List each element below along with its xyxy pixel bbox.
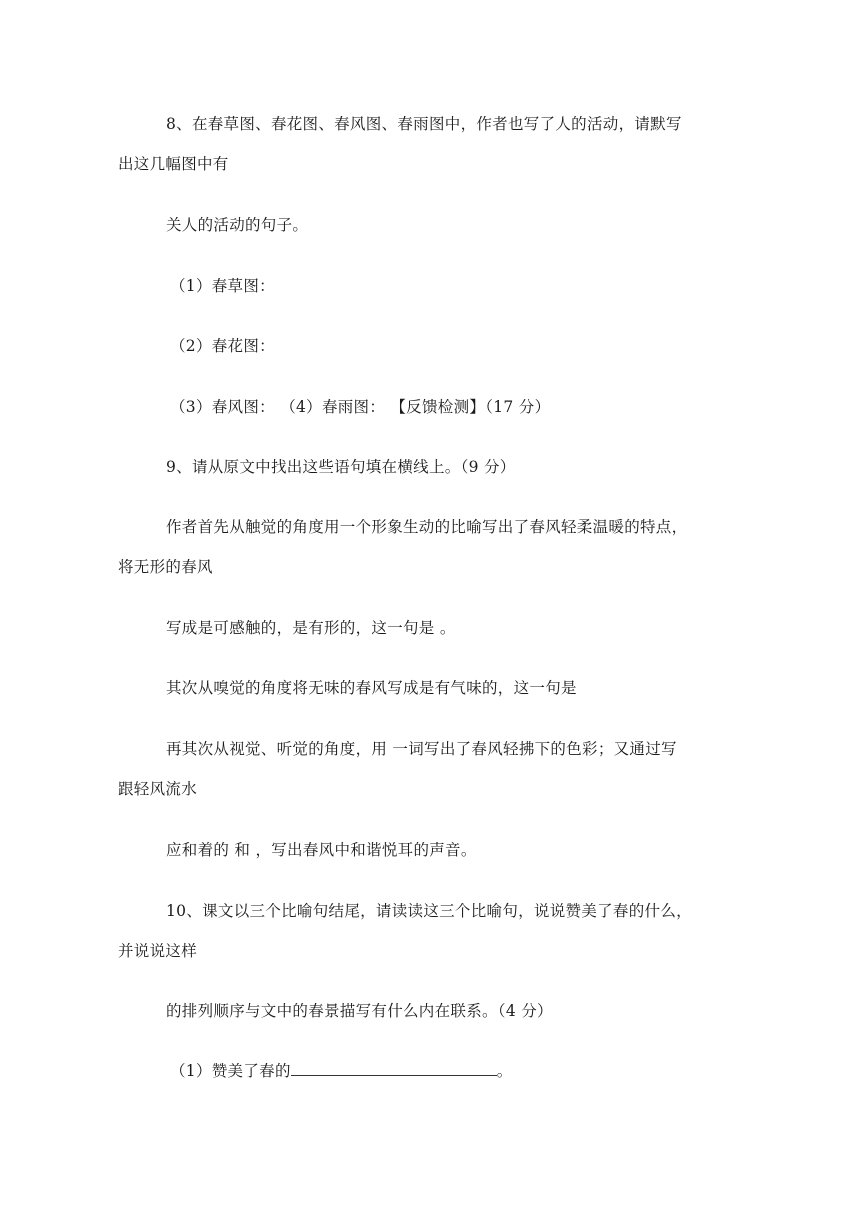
q9-p3: 其次从嗅觉的角度将无味的春风写成是有气味的，这一句是 xyxy=(166,679,577,697)
q8-line-3: 关人的活动的句子。 xyxy=(166,216,309,234)
q9-p4-line-1: 再其次从视觉、听觉的角度，用 一词写出了春风轻拂下的色彩；又通过写 xyxy=(166,740,677,758)
q10-line-3: 的排列顺序与文中的春景描写有什么内在联系。（4 分） xyxy=(166,1002,553,1020)
q9-p2: 写成是可感触的，是有形的，这一句是 。 xyxy=(166,619,456,637)
q10-item-1 xyxy=(170,1060,513,1082)
answer-blank[interactable] xyxy=(291,1060,497,1076)
q10-item-1-prefix: （1）赞美了春的 xyxy=(170,1062,291,1080)
q9-p4-line-2: 跟轻风流水 xyxy=(118,780,198,798)
q10-line-2: 并说说这样 xyxy=(118,942,198,960)
q9-p1-line-2: 将无形的春风 xyxy=(118,558,213,576)
q9-p5: 应和着的 和 ，写出春风中和谐悦耳的声音。 xyxy=(166,841,477,859)
q8-item-2: （2）春花图： xyxy=(170,337,275,355)
q8-line-1: 8、在春草图、春花图、春风图、春雨图中，作者也写了人的活动，请默写 xyxy=(166,115,682,133)
q9-title: 9、请从原文中找出这些语句填在横线上。（9 分） xyxy=(166,458,516,476)
q10-line-1: 10、课文以三个比喻句结尾，请读读这三个比喻句，说说赞美了春的什么， xyxy=(166,902,692,920)
q8-line-2: 出这几幅图中有 xyxy=(118,155,229,173)
q8-item-3: （3）春风图： （4）春雨图： 【反馈检测】（17 分） xyxy=(170,398,551,416)
q8-item-1: （1）春草图： xyxy=(170,277,275,295)
q9-p1-line-1: 作者首先从触觉的角度用一个形象生动的比喻写出了春风轻柔温暖的特点， xyxy=(166,518,688,536)
q10-item-1-suffix: 。 xyxy=(496,1062,513,1080)
